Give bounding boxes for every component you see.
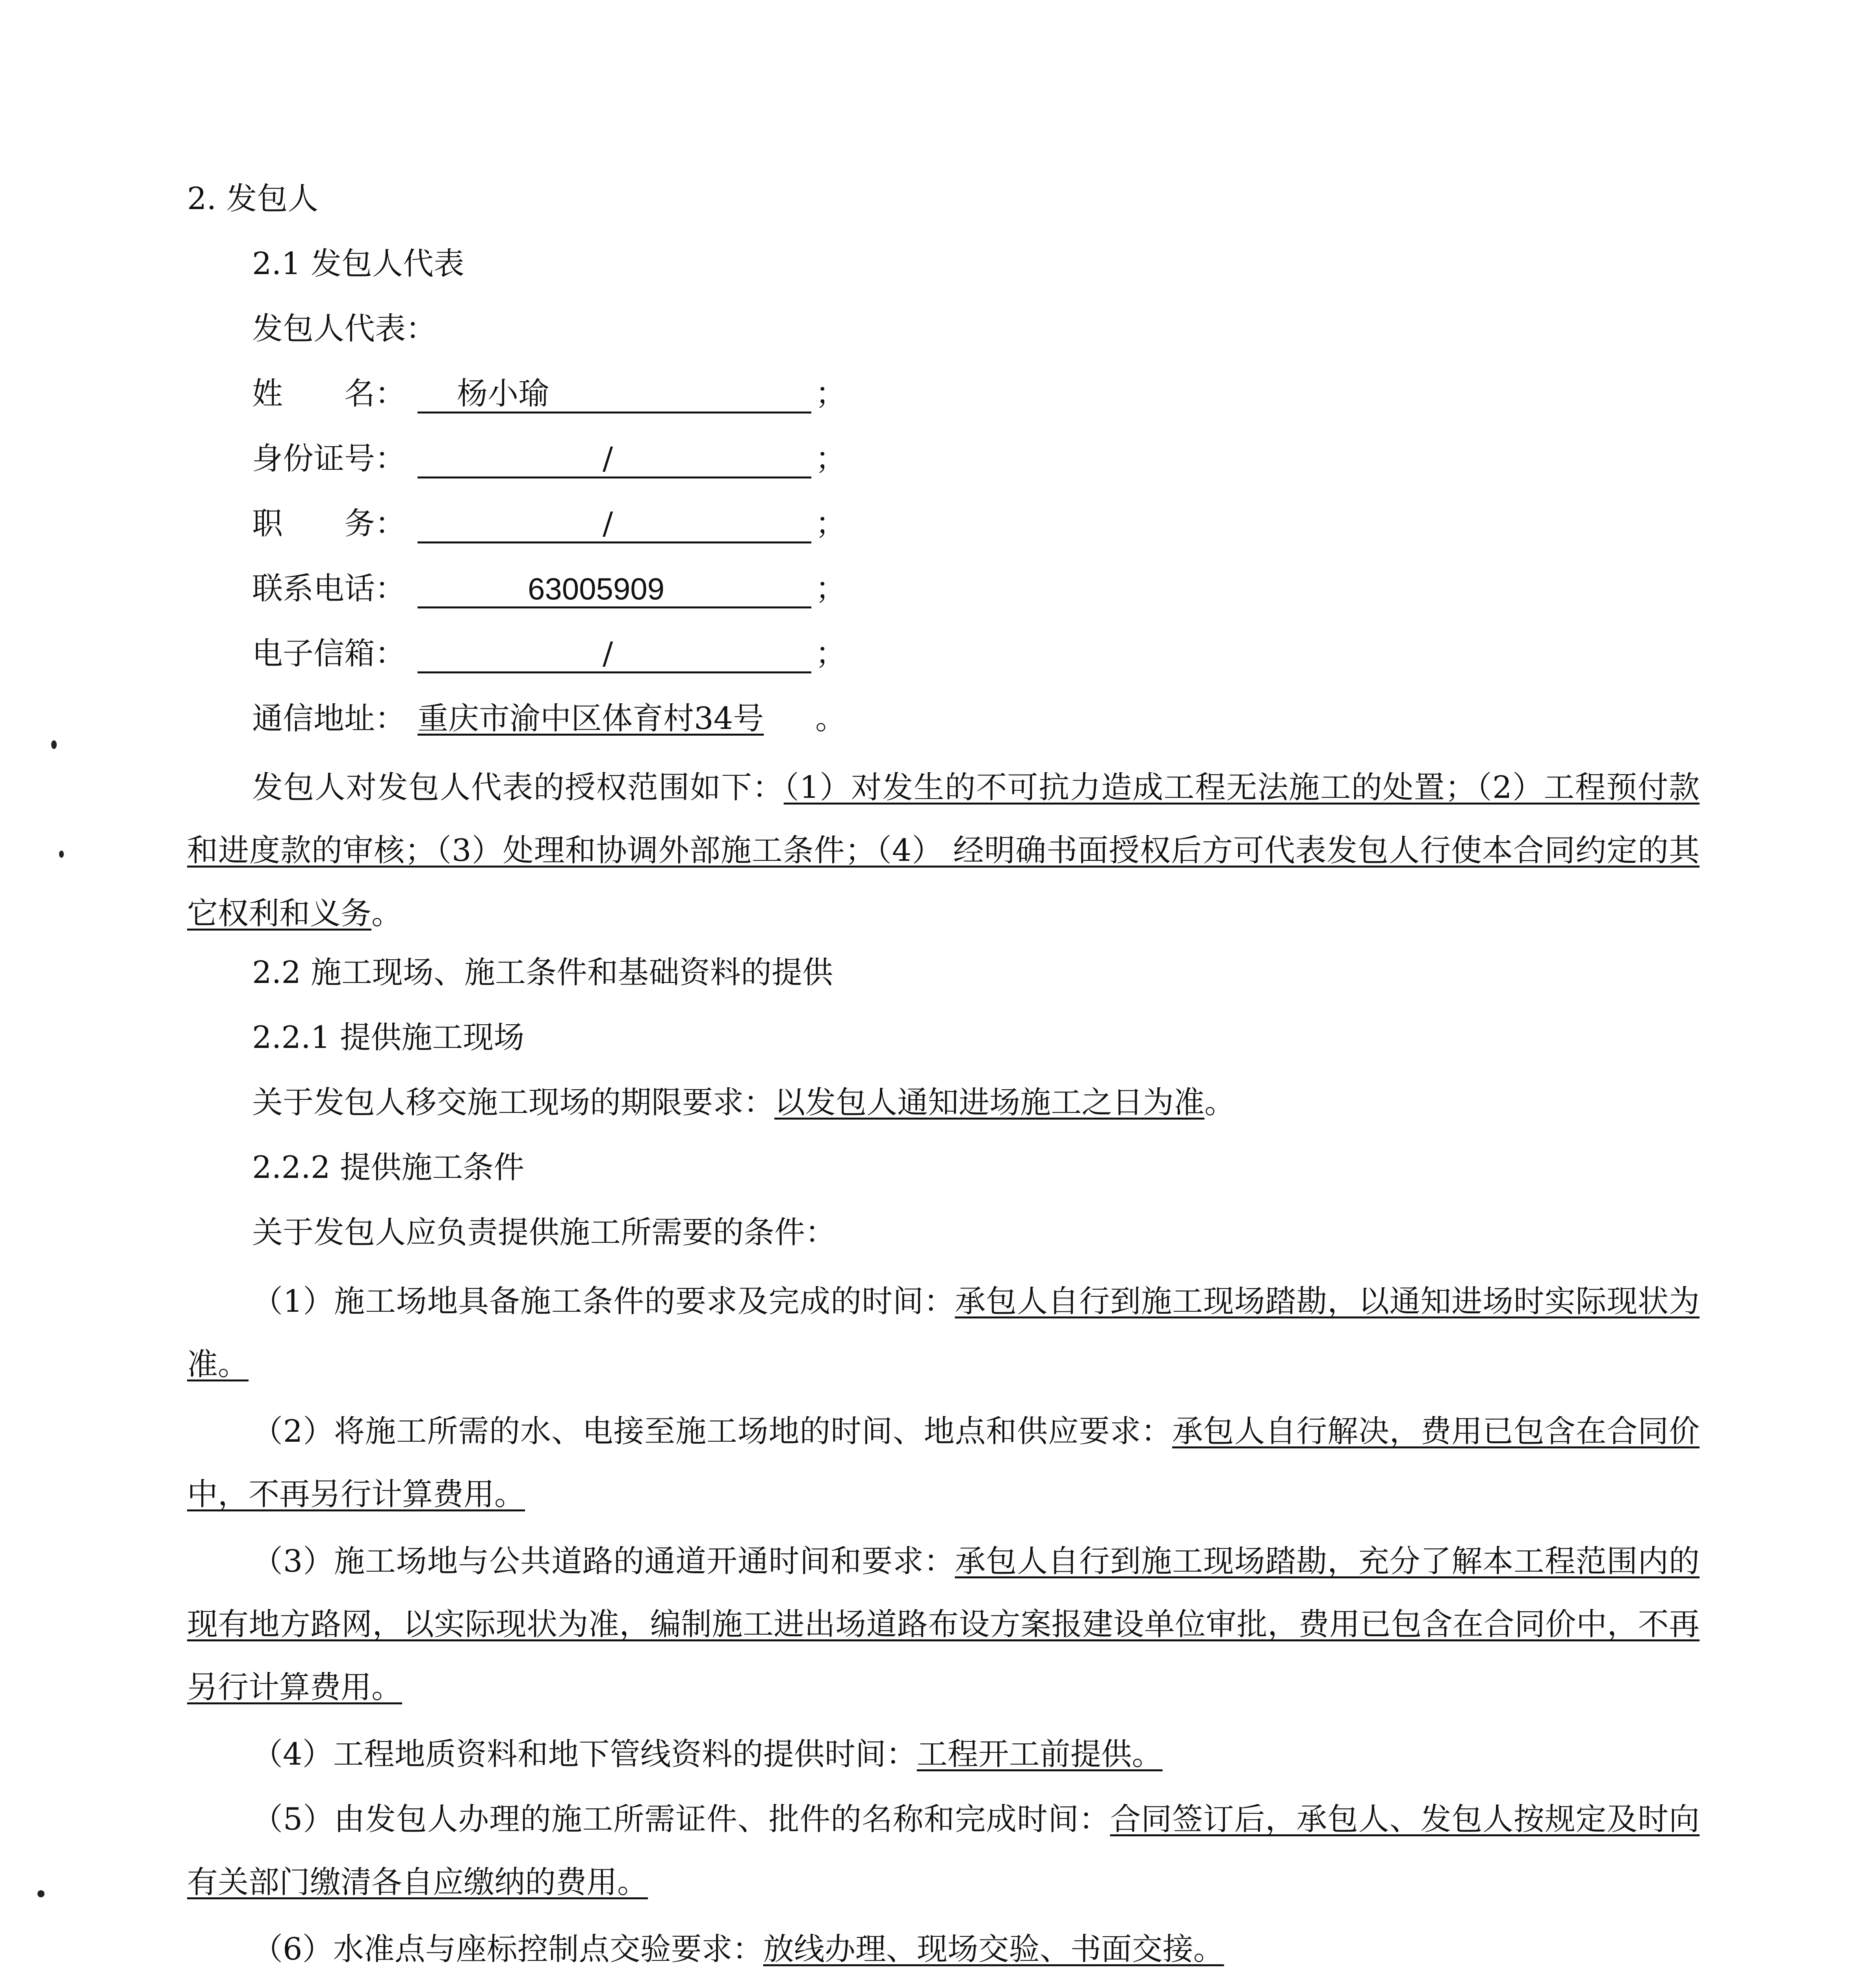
condition-item-2-lead: （2）将施工所需的水、电接至施工场地的时间、地点和供应要求： bbox=[252, 1414, 1172, 1449]
scan-speck bbox=[37, 1890, 45, 1897]
condition-item-6-value: 放线办理、现场交验、书面交接。 bbox=[763, 1932, 1224, 1967]
condition-item-5-lead: （5）由发包人办理的施工所需证件、批件的名称和完成时间： bbox=[252, 1802, 1110, 1837]
email-semicolon: ； bbox=[815, 636, 846, 671]
name-semicolon: ； bbox=[815, 376, 846, 412]
section-heading-2-2-1: 2.2.1 提供施工现场 bbox=[252, 1020, 525, 1055]
email-underline bbox=[418, 671, 811, 673]
name-value: 杨小瑜 bbox=[457, 376, 549, 412]
section-heading-2-1: 2.1 发包人代表 bbox=[252, 246, 464, 282]
section-heading-2-2-2: 2.2.2 提供施工条件 bbox=[252, 1150, 525, 1185]
handover-period: 。 bbox=[1204, 1085, 1236, 1120]
name-label: 姓 名： bbox=[252, 376, 406, 412]
condition-item-3-lead: （3）施工场地与公共道路的通道开通时间和要求： bbox=[252, 1544, 955, 1579]
phone-label: 联系电话： bbox=[252, 571, 406, 606]
condition-item-3 bbox=[187, 1530, 1700, 1719]
address-label: 通信地址： bbox=[252, 701, 406, 736]
title-label: 职 务： bbox=[252, 506, 406, 541]
email-value: / bbox=[603, 636, 613, 671]
handover-lead: 关于发包人移交施工现场的期限要求： bbox=[252, 1085, 775, 1120]
phone-semicolon: ； bbox=[815, 571, 846, 606]
section-heading-2: 2. 发包人 bbox=[187, 181, 319, 217]
handover-line bbox=[252, 1083, 1235, 1122]
condition-item-1-value: 承包人自行到施工现场踏勘，以通知进场时实际现状为准。 bbox=[187, 1284, 1700, 1382]
id-value: / bbox=[603, 441, 613, 476]
authorization-lead: 发包人对发包人代表的授权范围如下： bbox=[252, 770, 784, 805]
condition-item-4-lead: （4）工程地质资料和地下管线资料的提供时间： bbox=[252, 1737, 917, 1772]
email-label: 电子信箱： bbox=[252, 636, 406, 671]
condition-item-3-value: 承包人自行到施工现场踏勘，充分了解本工程范围内的现有地方路网，以实际现状为准，编制施工进出场道路布设方案报建设单位审批，费用已包含在合同价中，不再另行计算费用。 bbox=[187, 1544, 1700, 1705]
condition-item-2 bbox=[187, 1400, 1700, 1526]
condition-item-5 bbox=[187, 1788, 1700, 1914]
id-semicolon: ； bbox=[815, 441, 846, 476]
condition-item-4 bbox=[187, 1723, 1700, 1786]
condition-item-1-lead: （1）施工场地具备施工条件的要求及完成的时间： bbox=[252, 1284, 955, 1319]
title-underline bbox=[418, 541, 811, 543]
condition-item-6-lead: （6）水准点与座标控制点交验要求： bbox=[252, 1932, 763, 1967]
rep-intro: 发包人代表： bbox=[252, 311, 437, 347]
title-semicolon: ； bbox=[815, 506, 846, 541]
scan-speck bbox=[59, 851, 64, 858]
id-underline bbox=[418, 476, 811, 478]
condition-item-4-value: 工程开工前提供。 bbox=[917, 1737, 1163, 1772]
handover-value: 以发包人通知进场施工之日为准 bbox=[774, 1085, 1205, 1120]
conditions-intro: 关于发包人应负责提供施工所需要的条件： bbox=[252, 1215, 836, 1250]
condition-item-6 bbox=[187, 1918, 1700, 1969]
condition-item-2-value: 承包人自行解决，费用已包含在合同价中，不再另行计算费用。 bbox=[187, 1414, 1700, 1512]
condition-item-5-value: 合同签订后，承包人、发包人按规定及时向有关部门缴清各自应缴纳的费用。 bbox=[187, 1802, 1700, 1900]
authorization-period: 。 bbox=[371, 896, 403, 931]
section-heading-2-2: 2.2 施工现场、施工条件和基础资料的提供 bbox=[252, 955, 833, 990]
phone-value: 63005909 bbox=[528, 571, 665, 606]
id-label: 身份证号： bbox=[252, 441, 406, 476]
authorization-scope: （1）对发生的不可抗力造成工程无法施工的处置；（2）工程预付款和进度款的审核；（3）处理和协调外部施工条件；（4） 经明确书面授权后方可代表发包人行使本合同约定的其它权利和义务 bbox=[187, 770, 1700, 931]
authorization-paragraph bbox=[187, 756, 1700, 945]
address-value: 重庆市渝中区体育村34号 bbox=[418, 701, 764, 736]
title-value: / bbox=[603, 506, 613, 541]
scan-speck bbox=[51, 740, 57, 749]
condition-item-1 bbox=[187, 1270, 1700, 1396]
address-period: 。 bbox=[815, 701, 846, 736]
